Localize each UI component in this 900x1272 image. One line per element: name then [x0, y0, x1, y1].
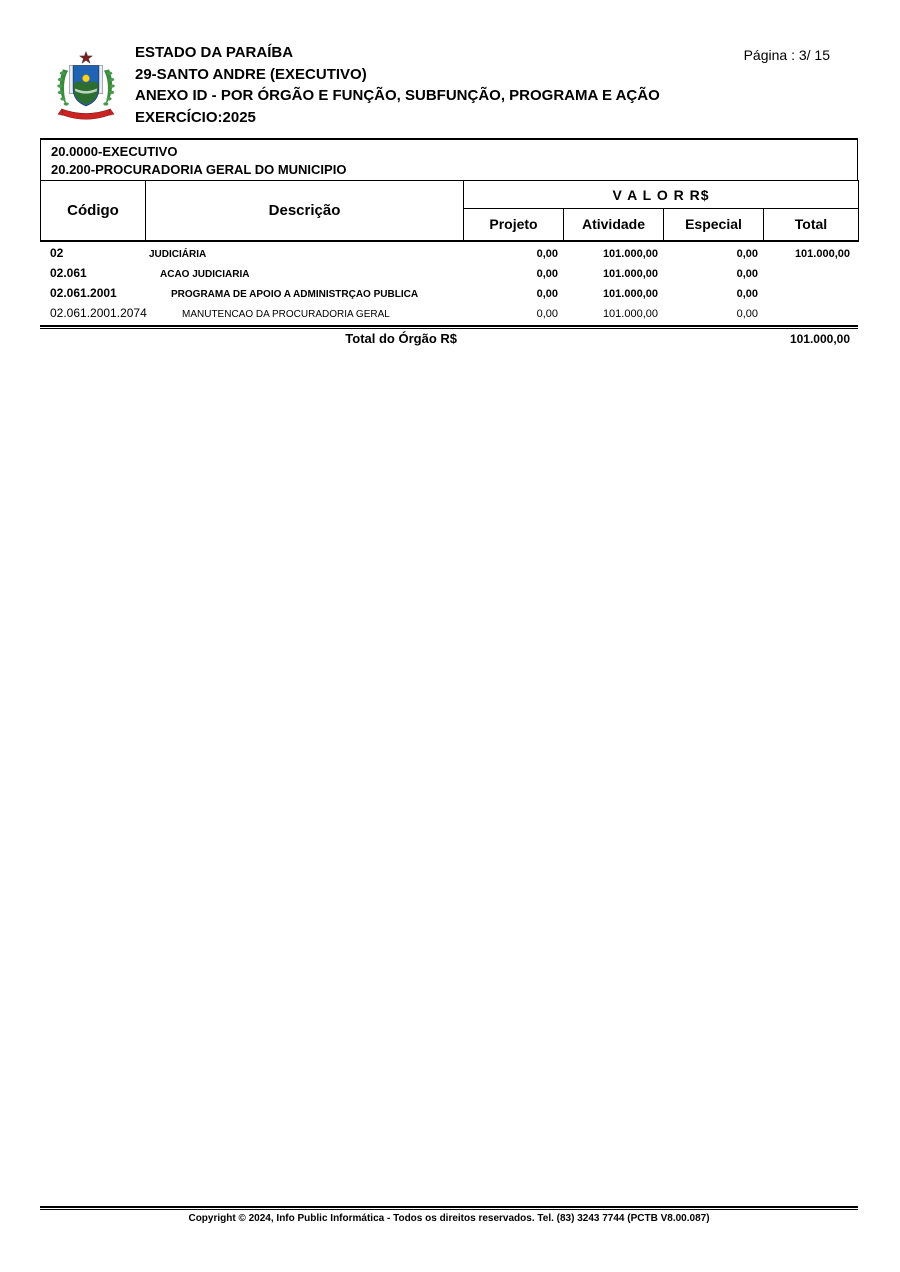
row-especial-value: 0,00: [736, 267, 758, 280]
row-atividade-value: 101.000,00: [602, 307, 658, 320]
row-especial-value: 0,00: [736, 247, 758, 260]
entity-name: 29-SANTO ANDRE (EXECUTIVO): [135, 65, 367, 83]
row-code: 02.061.2001: [50, 285, 117, 300]
table-row: [40, 264, 858, 284]
row-description: JUDICIÁRIA: [149, 248, 207, 260]
table-body: [40, 242, 858, 324]
column-header-descricao: Descrição: [146, 181, 464, 241]
column-group-valor: V A L O R R$: [464, 181, 859, 209]
table-row: [40, 284, 858, 304]
organ-line-executivo: 20.0000-EXECUTIVO: [51, 144, 178, 159]
table-row: [40, 304, 858, 324]
row-description: PROGRAMA DE APOIO A ADMINISTRÇAO PUBLICA: [171, 288, 419, 300]
copyright-text: Copyright © 2024, Info Public Informática - Todos os direitos reservados. Tel. (83) 3243 7744 (PCTB V8.00.087): [188, 1213, 710, 1224]
report-header: [135, 42, 660, 128]
organ-header: [40, 138, 858, 180]
row-atividade-value: 101.000,00: [602, 267, 658, 280]
organ-total-row: [40, 330, 858, 349]
report-title: ANEXO ID - POR ÓRGÃO E FUNÇÃO, SUBFUNÇÃO, PROGRAMA E AÇÃO: [135, 87, 660, 104]
table-header: [40, 180, 859, 242]
row-projeto-value: 0,00: [536, 247, 558, 260]
total-separator-line: [40, 325, 858, 329]
row-projeto-value: 0,00: [536, 307, 558, 320]
row-code: 02: [50, 245, 64, 260]
column-header-atividade: Atividade: [564, 209, 664, 241]
row-description: ACAO JUDICIARIA: [160, 268, 250, 280]
column-header-projeto: Projeto: [489, 216, 538, 233]
row-projeto-value: 0,00: [536, 267, 558, 280]
row-atividade-value: 101.000,00: [602, 247, 658, 260]
footer-separator-line: [40, 1206, 858, 1210]
page-footer: [40, 1206, 858, 1224]
column-header-codigo: Código: [41, 181, 146, 241]
row-projeto-value: 0,00: [536, 287, 558, 300]
page-number: Página : 3/ 15: [743, 47, 830, 63]
organ-total-label: Total do Órgão R$: [345, 330, 457, 346]
row-code: 02.061.2001.2074: [50, 305, 147, 320]
budget-table: [40, 138, 858, 349]
row-especial-value: 0,00: [736, 307, 758, 320]
exercise-year: EXERCÍCIO:2025: [135, 108, 256, 126]
row-code: 02.061: [50, 265, 87, 280]
state-name: ESTADO DA PARAÍBA: [135, 44, 294, 61]
column-header-especial: Especial: [664, 209, 764, 241]
row-total-value: 101.000,00: [794, 247, 850, 260]
paraiba-coat-of-arms-icon: [54, 50, 118, 122]
table-row: [40, 244, 858, 264]
organ-total-value: 101.000,00: [789, 331, 850, 346]
organ-line-procuradoria: 20.200-PROCURADORIA GERAL DO MUNICIPIO: [51, 162, 347, 177]
row-description: MANUTENCAO DA PROCURADORIA GERAL: [182, 308, 390, 320]
row-atividade-value: 101.000,00: [602, 287, 658, 300]
row-especial-value: 0,00: [736, 287, 758, 300]
column-header-total: Total: [764, 209, 859, 241]
